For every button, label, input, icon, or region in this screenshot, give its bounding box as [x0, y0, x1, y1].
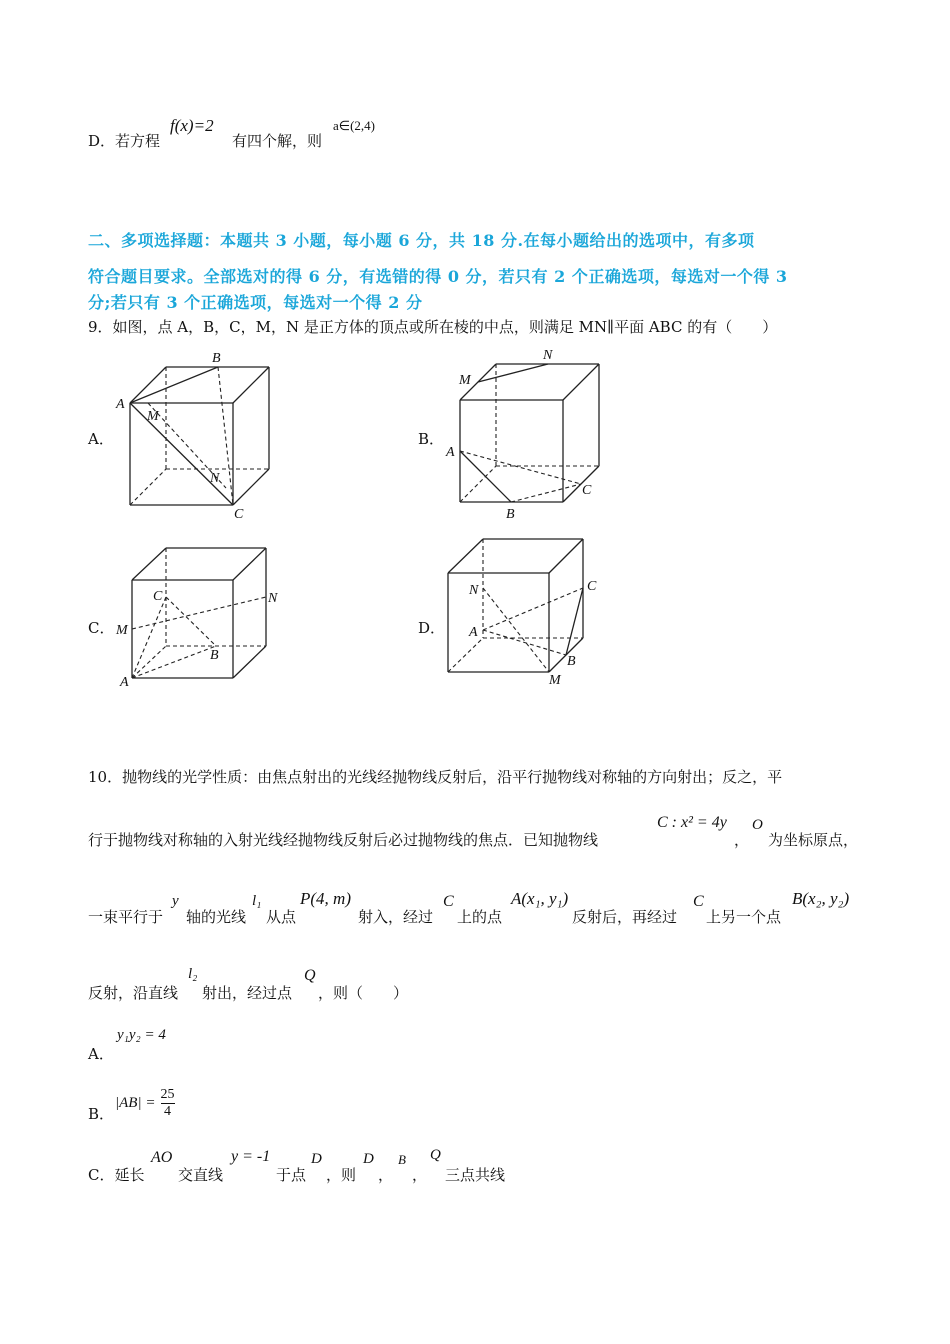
q10-parabola-equation: C : x² = 4y: [657, 814, 727, 831]
q8-option-d-label: D．若方程: [88, 132, 161, 150]
fig-a-label-a: A: [116, 397, 125, 412]
section-heading-line-2: 符合题目要求。全部选对的得 6 分，有选错的得 0 分，若只有 2 个正确选项，每选对一个得 3: [88, 267, 788, 286]
fig-b-label-n: N: [543, 348, 553, 363]
q10-line-1: 10．抛物线的光学性质：由焦点射出的光线经抛物线反射后，沿平行抛物线对称轴的方向射出；反之，平: [88, 768, 783, 786]
q10-option-c-line-equation: y = -1: [231, 1148, 271, 1165]
q10-option-b-label: B．: [88, 1105, 115, 1123]
q10-point-b: B(x₂, y₂): [792, 889, 850, 908]
q9-option-d-label: D．: [418, 619, 446, 637]
q10-option-c-label: C．延长: [88, 1166, 145, 1184]
q10-option-c-sep-2: ，: [412, 1166, 428, 1184]
q10-option-b-fraction: [161, 1087, 175, 1120]
q9-stem: 9．如图，点 A，B，C，M，N 是正方体的顶点或所在棱的中点，则满足 MN∥平面 ABC 的有（ ）: [88, 318, 778, 336]
q10-line-2c: 为坐标原点，: [768, 831, 859, 849]
fig-b-label-b: B: [506, 507, 515, 522]
fig-d-label-m: M: [549, 673, 561, 688]
q9-option-a-label: A．: [88, 430, 114, 448]
fig-a-label-m: M: [147, 409, 159, 424]
q10-line-4b: 射出，经过点: [202, 984, 293, 1002]
q10-option-c-q: Q: [430, 1147, 441, 1163]
q8-option-d-mid: 有四个解，则: [232, 132, 323, 150]
q10-line-3c: 从点: [266, 908, 297, 926]
q10-option-c-text-a: 交直线: [178, 1166, 224, 1184]
section-heading-line-1: 二、多项选择题：本题共 3 小题，每小题 6 分，共 18 分.在每小题给出的选项中，有多项: [88, 231, 755, 250]
q9-option-c-label: C．: [88, 619, 115, 637]
q10-option-c-d2: D: [363, 1151, 374, 1167]
fig-b-label-c: C: [582, 483, 592, 498]
q10-line-3f: 反射后，再经过: [572, 908, 678, 926]
q10-line-2a: 行于抛物线对称轴的入射光线经抛物线反射后必过抛物线的焦点．已知抛物线: [88, 831, 599, 849]
fig-c-label-n: N: [268, 591, 278, 606]
q9-option-b-label: B．: [418, 430, 445, 448]
q10-line-3b: 轴的光线: [186, 908, 247, 926]
q10-option-b-expression: [115, 1087, 175, 1120]
q10-option-c-b: B: [398, 1152, 406, 1167]
q10-option-c-text-c: ，则: [326, 1166, 357, 1184]
q10-curve-c-2: C: [693, 893, 704, 910]
fig-d-label-n: N: [469, 583, 479, 598]
q10-option-c-end: 三点共线: [445, 1166, 506, 1184]
fig-c-label-c: C: [153, 589, 163, 604]
q10-option-a-equation: y₁y₂ = 4: [117, 1027, 166, 1043]
q10-origin-o: O: [752, 817, 763, 833]
q10-option-a-label: A．: [88, 1045, 114, 1063]
q10-option-b-denominator: 4: [164, 1104, 172, 1119]
q10-option-c-text-b: 于点: [276, 1166, 307, 1184]
fig-c-label-b: B: [210, 648, 219, 663]
q10-curve-c: C: [443, 893, 454, 910]
fig-a-label-c: C: [234, 507, 244, 522]
q10-option-b-numerator: 25: [160, 1087, 175, 1102]
q8-option-d-equation: f(x)=2: [170, 116, 214, 135]
q10-y-axis: y: [172, 893, 179, 909]
q10-line-2b: ，: [734, 831, 750, 849]
q10-option-c-d1: D: [311, 1151, 322, 1167]
fig-d-label-c: C: [587, 579, 597, 594]
q10-line-4a: 反射，沿直线: [88, 984, 179, 1002]
q10-option-c-sep-1: ，: [378, 1166, 394, 1184]
q10-option-c-ao: AO: [151, 1149, 173, 1166]
q10-line-3e: 上的点: [457, 908, 503, 926]
q10-l1: l₁: [252, 893, 262, 909]
q10-line-3a: 一束平行于: [88, 908, 164, 926]
q10-line-3g: 上另一个点: [706, 908, 782, 926]
q10-point-a: A(x₁, y₁): [511, 889, 569, 908]
q10-point-q: Q: [304, 967, 316, 984]
q10-line-4c: ，则（ ）: [318, 984, 409, 1002]
fig-c-label-m: M: [116, 623, 128, 638]
q10-l2: l₂: [188, 966, 198, 982]
fig-b-label-m: M: [459, 373, 471, 388]
fig-c-label-a: A: [120, 675, 129, 690]
fig-d-label-b: B: [567, 654, 576, 669]
q10-option-b-lhs: |AB| =: [115, 1095, 156, 1111]
fig-a-label-n: N: [210, 471, 220, 486]
fig-a-label-b: B: [212, 351, 221, 366]
fig-d-label-a: A: [469, 625, 478, 640]
fig-b-label-a: A: [446, 445, 455, 460]
q10-point-p: P(4, m): [300, 889, 351, 908]
q8-option-d-condition: a∈(2,4): [333, 118, 376, 133]
section-heading-line-3: 分;若只有 3 个正确选项，每选对一个得 2 分: [88, 293, 423, 312]
q10-line-3d: 射入，经过: [358, 908, 434, 926]
